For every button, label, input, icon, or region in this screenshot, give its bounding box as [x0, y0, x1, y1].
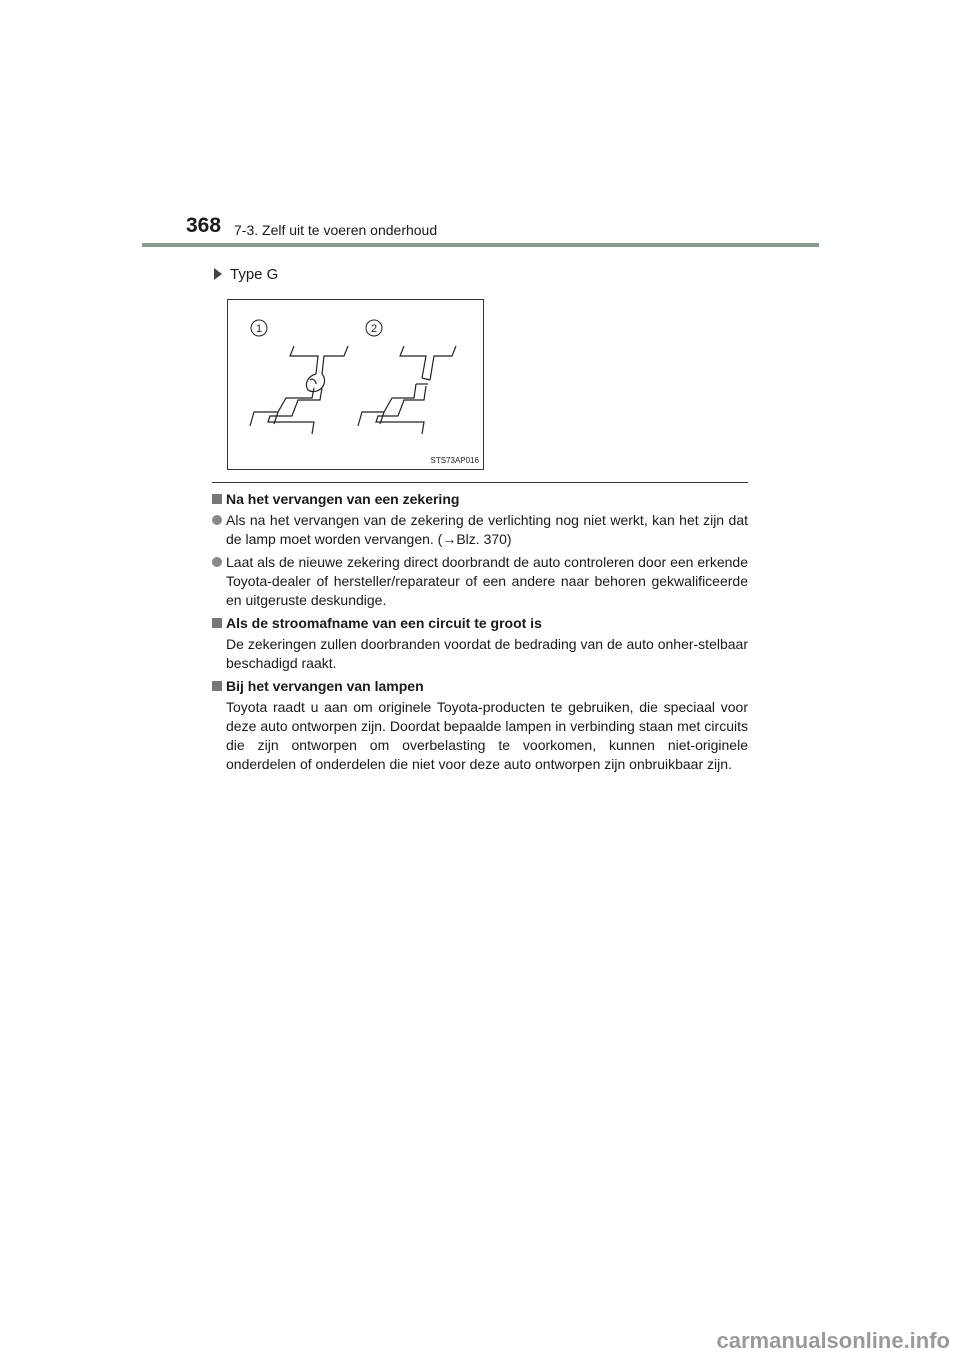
overload-text: De zekeringen zullen doorbranden voordat de bedrading van de auto onher-stelbaar beschadigd raakt. [226, 636, 748, 671]
content [212, 490, 748, 778]
round-bullet-icon [212, 515, 222, 525]
round-bullet-icon [212, 557, 222, 567]
arrow-right-icon [214, 268, 222, 280]
heading-overload [212, 614, 748, 633]
bullet-lamp-replace-text: Als na het vervangen van de zekering de verlichting nog niet werkt, kan het zijn dat de lamp moet worden vervangen. (→Blz. 370) [226, 512, 748, 547]
heading-lamps [212, 677, 748, 696]
figure-code: STS73AP016 [430, 456, 479, 465]
section-title: 7-3. Zelf uit te voeren onderhoud [234, 222, 438, 238]
bullet-dealer-check [212, 553, 748, 610]
type-label [214, 266, 278, 283]
heading-fuse-replaced [212, 490, 748, 509]
heading-fuse-replaced-text: Na het vervangen van een zekering [226, 491, 460, 507]
square-bullet-icon [212, 681, 222, 691]
square-bullet-icon [212, 494, 222, 504]
bullet-lamp-replace [212, 511, 748, 549]
square-bullet-icon [212, 618, 222, 628]
type-label-text: Type G [230, 266, 279, 283]
bullet-dealer-check-text: Laat als de nieuwe zekering direct doorbrandt de auto controleren door een erkende Toyota-dealer of hersteller/reparateur of een andere naar behoren gekwalificeerde en uitgeruste deskundige. [226, 554, 748, 608]
content-divider [212, 482, 748, 483]
heading-overload-text: Als de stroomafname van een circuit te groot is [226, 615, 542, 631]
label-1: 1 [255, 323, 263, 335]
header-divider [142, 243, 819, 247]
lamps-text: Toyota raadt u aan om originele Toyota-producten te gebruiken, die speciaal voor deze auto ontworpen zijn. Doordat bepaalde lampen in verbinding staan met circuits die zijn ontworpen om overbelasting te voorkomen, kunnen niet-originele onderdelen of onderdelen die niet voor deze auto ontworpen zijn onbruikbaar zijn. [226, 699, 748, 772]
page-number: 368 [186, 214, 222, 237]
fuse-illustration [227, 299, 484, 470]
label-2: 2 [370, 323, 378, 335]
heading-lamps-text: Bij het vervangen van lampen [226, 678, 424, 694]
good-fuse-drawing [358, 346, 456, 434]
fuse-diagram [228, 300, 483, 469]
blown-fuse-drawing [250, 346, 348, 434]
watermark: carmanualsonline.info [716, 1328, 950, 1353]
